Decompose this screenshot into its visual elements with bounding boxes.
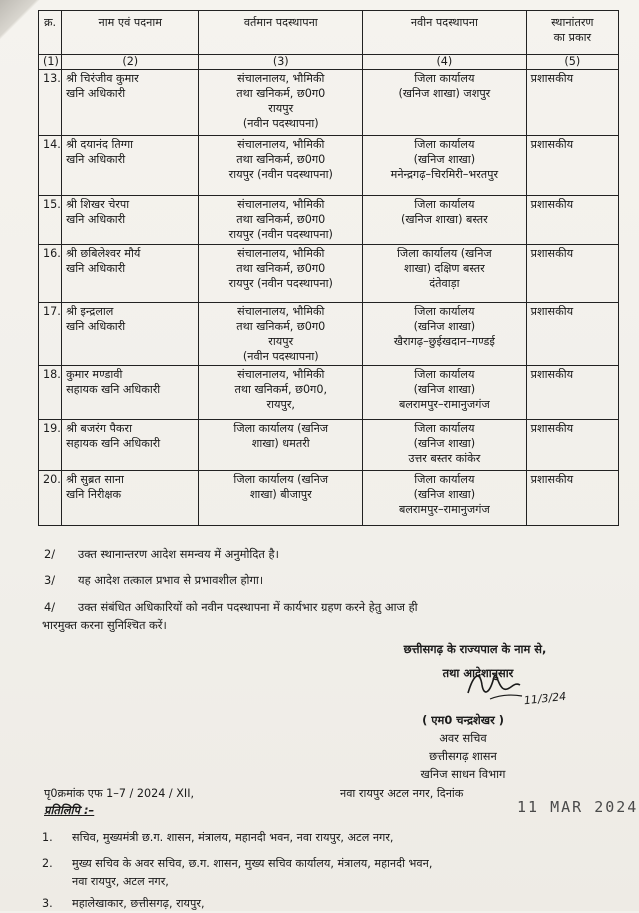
- by-order-line2: तथा आदेशानुसार: [442, 666, 514, 680]
- cell-current-posting-line: रायपुर (नवीन पदस्थापना): [228, 168, 333, 181]
- cell-current-posting-line: तथा खनिकर्म, छ0ग0: [236, 213, 326, 226]
- paragraph-text: उक्त स्थानान्तरण आदेश समन्वय में अनुमोदित है।: [78, 547, 279, 561]
- cell-new-posting-line: बलरामपुर–रामानुजगंज: [398, 398, 490, 411]
- copy-to-number: 2.: [42, 857, 53, 870]
- table-row: [39, 245, 619, 303]
- cell-current-posting: [199, 70, 363, 136]
- cell-current-posting-line: जिला कार्यालय (खनिज: [233, 422, 329, 435]
- cell-serial: 15.: [39, 196, 62, 245]
- column-number-row: [39, 55, 619, 70]
- cell-name-line: खनि अधिकारी: [66, 153, 126, 166]
- cell-current-posting-line: रायपुर (नवीन पदस्थापना): [228, 228, 333, 241]
- date-stamp: 11 MAR 2024: [517, 798, 639, 816]
- cell-current-posting-line: शाखा) बीजापुर: [249, 488, 312, 501]
- cell-name-line: श्री दयानंद तिग्गा: [66, 138, 134, 151]
- copy-to-line: मुख्य सचिव के अवर सचिव, छ.ग. शासन, मुख्य सचिव कार्यालय, मंत्रालय, महानदी भवन,: [72, 857, 433, 870]
- cell-current-posting: [199, 136, 363, 196]
- paragraph-4: [44, 598, 574, 634]
- cell-current-posting-line: संचालनालय, भौमिकी: [237, 247, 325, 260]
- folded-corner: [0, 0, 40, 40]
- cell-new-posting-line: बलरामपुर–रामानुजगंज: [398, 503, 490, 516]
- paragraph-number: 4/: [44, 600, 56, 614]
- cell-new-posting: [363, 366, 527, 420]
- cell-current-posting: [199, 303, 363, 366]
- cell-new-posting: [363, 420, 527, 471]
- cell-name-line: खनि अधिकारी: [66, 87, 126, 100]
- table-row: [39, 303, 619, 366]
- cell-name: [62, 366, 199, 420]
- cell-transfer-type: प्रशासकीय: [526, 196, 618, 245]
- signatory-name: ( एम0 चन्द्रशेखर ): [422, 713, 504, 727]
- table-body: [39, 70, 619, 526]
- cell-name-line: श्री चिरंजीव कुमार: [66, 72, 139, 85]
- column-number: (2): [62, 55, 199, 70]
- cell-current-posting-line: संचालनालय, भौमिकी: [237, 368, 325, 381]
- cell-current-posting-line: रायपुर: [268, 335, 294, 348]
- cell-current-posting-line: (नवीन पदस्थापना): [242, 117, 319, 130]
- copy-to-item: [42, 895, 602, 913]
- cell-name: [62, 196, 199, 245]
- cell-serial: 20.: [39, 471, 62, 526]
- cell-current-posting-line: तथा खनिकर्म, छ0ग0: [236, 320, 326, 333]
- table-header-row: [39, 11, 619, 55]
- cell-name: [62, 303, 199, 366]
- cell-name-line: खनि अधिकारी: [66, 320, 126, 333]
- header-transfer-type: [526, 11, 618, 55]
- cell-new-posting-line: (खनिज शाखा): [413, 488, 476, 501]
- signature-date: 11/3/24: [523, 689, 567, 708]
- cell-new-posting-line: (खनिज शाखा): [413, 320, 476, 333]
- cell-new-posting-line: जिला कार्यालय: [414, 138, 475, 151]
- cell-current-posting-line: तथा खनिकर्म, छ0ग0: [236, 153, 326, 166]
- cell-current-posting-line: तथा खनिकर्म, छ0ग0: [236, 87, 326, 100]
- by-order-line1: छत्तीसगढ़ के राज्यपाल के नाम से,: [403, 642, 547, 656]
- cell-name-line: खनि निरीक्षक: [66, 488, 122, 501]
- cell-name-line: श्री छबिलेश्वर मौर्य: [66, 247, 141, 260]
- cell-current-posting: [199, 420, 363, 471]
- cell-current-posting-line: संचालनालय, भौमिकी: [237, 198, 325, 211]
- cell-current-posting-line: तथा खनिकर्म, छ0ग0: [236, 262, 326, 275]
- cell-serial: 14.: [39, 136, 62, 196]
- cell-new-posting-line: (खनिज शाखा) जशपुर: [398, 87, 491, 100]
- cell-new-posting-line: खैरागढ़–छुईखदान–गण्डई: [393, 335, 495, 348]
- cell-new-posting-line: (खनिज शाखा): [413, 437, 476, 450]
- paragraph-text: उक्त संबंधित अधिकारियों को नवीन पदस्थापना में कार्यभार ग्रहण करने हेतु आज ही: [78, 600, 418, 614]
- header-transfer-type-line1: स्थानांतरण: [551, 16, 594, 29]
- cell-current-posting-line: जिला कार्यालय (खनिज: [233, 473, 329, 486]
- cell-name-line: श्री शिखर चेरपा: [66, 198, 130, 211]
- cell-current-posting: [199, 366, 363, 420]
- reference-place: नवा रायपुर अटल नगर, दिनांक: [340, 787, 464, 800]
- column-number: (4): [363, 55, 527, 70]
- cell-new-posting-line: जिला कार्यालय: [414, 198, 475, 211]
- cell-new-posting-line: जिला कार्यालय: [414, 305, 475, 318]
- cell-name-line: खनि अधिकारी: [66, 262, 126, 275]
- copy-to-text: महालेखाकार, छत्तीसगढ़, रायपुर,: [72, 897, 205, 910]
- paragraph-text-continued: भारमुक्त करना सुनिश्चित करें।: [42, 618, 167, 632]
- cell-current-posting-line: शाखा) धमतरी: [251, 437, 310, 450]
- cell-transfer-type: प्रशासकीय: [526, 303, 618, 366]
- signatory-designation: अवर सचिव: [439, 731, 487, 745]
- cell-current-posting-line: तथा खनिकर्म, छ0ग0,: [234, 383, 328, 396]
- cell-name: [62, 70, 199, 136]
- copy-to-text: [72, 855, 602, 891]
- cell-new-posting: [363, 245, 527, 303]
- paragraph-text: यह आदेश तत्काल प्रभाव से प्रभावशील होगा।: [78, 573, 264, 587]
- cell-new-posting-line: (खनिज शाखा) बस्तर: [401, 213, 488, 226]
- cell-new-posting: [363, 136, 527, 196]
- cell-new-posting-line: शाखा) दक्षिण बस्तर: [404, 262, 485, 275]
- cell-new-posting-line: (खनिज शाखा): [413, 383, 476, 396]
- table-row: [39, 366, 619, 420]
- cell-current-posting-line: (नवीन पदस्थापना): [242, 350, 319, 363]
- cell-new-posting: [363, 70, 527, 136]
- cell-new-posting-line: उत्तर बस्तर कांकेर: [408, 452, 481, 465]
- signatory-department: खनिज साधन विभाग: [420, 767, 506, 781]
- cell-transfer-type: प्रशासकीय: [526, 420, 618, 471]
- column-number: (3): [199, 55, 363, 70]
- copy-to-number: 1.: [42, 831, 53, 844]
- cell-current-posting-line: संचालनालय, भौमिकी: [237, 138, 325, 151]
- cell-name-line: सहायक खनि अधिकारी: [66, 437, 161, 450]
- column-number: (5): [526, 55, 618, 70]
- paragraph-2: [44, 545, 279, 563]
- signatory-government: छत्तीसगढ़ शासन: [429, 749, 497, 763]
- table-row: [39, 420, 619, 471]
- column-number: (1): [39, 55, 62, 70]
- header-serial: क्र.: [39, 11, 62, 55]
- cell-new-posting-line: (खनिज शाखा): [413, 153, 476, 166]
- table-row: [39, 471, 619, 526]
- cell-serial: 19.: [39, 420, 62, 471]
- cell-new-posting-line: दंतेवाड़ा: [429, 277, 460, 290]
- cell-new-posting-line: जिला कार्यालय: [414, 368, 475, 381]
- header-transfer-type-line2: का प्रकार: [553, 31, 592, 44]
- paragraph-number: 3/: [44, 573, 56, 587]
- cell-name-line: श्री इन्द्रलाल: [66, 305, 114, 318]
- header-new-posting: नवीन पदस्थापना: [363, 11, 527, 55]
- cell-new-posting: [363, 471, 527, 526]
- cell-transfer-type: प्रशासकीय: [526, 245, 618, 303]
- cell-new-posting: [363, 196, 527, 245]
- cell-transfer-type: प्रशासकीय: [526, 366, 618, 420]
- cell-current-posting-line: संचालनालय, भौमिकी: [237, 305, 325, 318]
- cell-current-posting-line: रायपुर (नवीन पदस्थापना): [228, 277, 333, 290]
- cell-current-posting: [199, 245, 363, 303]
- cell-name: [62, 471, 199, 526]
- cell-new-posting-line: जिला कार्यालय: [414, 72, 475, 85]
- transfer-table: [38, 10, 619, 526]
- header-current-posting: वर्तमान पदस्थापना: [199, 11, 363, 55]
- table-row: [39, 136, 619, 196]
- table-row: [39, 70, 619, 136]
- copy-to-item: [42, 855, 602, 891]
- cell-current-posting: [199, 471, 363, 526]
- copy-to-line: नवा रायपुर, अटल नगर,: [72, 875, 169, 888]
- cell-serial: 16.: [39, 245, 62, 303]
- copy-to-heading: प्रतिलिपि :–: [44, 803, 95, 817]
- cell-new-posting-line: मनेन्द्रगढ़–चिरमिरी–भरतपुर: [390, 168, 499, 181]
- cell-name: [62, 136, 199, 196]
- cell-transfer-type: प्रशासकीय: [526, 70, 618, 136]
- paragraph-number: 2/: [44, 547, 56, 561]
- cell-serial: 17.: [39, 303, 62, 366]
- copy-to-item: [42, 829, 602, 847]
- cell-name: [62, 245, 199, 303]
- copy-to-text: सचिव, मुख्यमंत्री छ.ग. शासन, मंत्रालय, महानदी भवन, नवा रायपुर, अटल नगर,: [72, 831, 394, 844]
- cell-serial: 13.: [39, 70, 62, 136]
- copy-to-number: 3.: [42, 897, 53, 910]
- cell-name-line: कुमार मण्डावी: [66, 368, 123, 381]
- cell-current-posting-line: रायपुर: [268, 102, 294, 115]
- cell-name: [62, 420, 199, 471]
- reference-number: पृ0क्रमांक एफ 1–7 / 2024 / XII,: [44, 787, 195, 800]
- cell-serial: 18.: [39, 366, 62, 420]
- cell-name-line: सहायक खनि अधिकारी: [66, 383, 161, 396]
- cell-new-posting-line: जिला कार्यालय (खनिज: [397, 247, 492, 260]
- header-name: नाम एवं पदनाम: [62, 11, 199, 55]
- cell-new-posting-line: जिला कार्यालय: [414, 473, 475, 486]
- cell-name-line: श्री बजरंग पैकरा: [66, 422, 132, 435]
- cell-transfer-type: प्रशासकीय: [526, 136, 618, 196]
- cell-current-posting-line: संचालनालय, भौमिकी: [237, 72, 325, 85]
- cell-new-posting: [363, 303, 527, 366]
- cell-name-line: श्री सुब्रत साना: [66, 473, 124, 486]
- cell-new-posting-line: जिला कार्यालय: [414, 422, 475, 435]
- table-row: [39, 196, 619, 245]
- cell-current-posting: [199, 196, 363, 245]
- paragraph-3: [44, 571, 263, 589]
- cell-transfer-type: प्रशासकीय: [526, 471, 618, 526]
- cell-name-line: खनि अधिकारी: [66, 213, 126, 226]
- cell-current-posting-line: रायपुर,: [266, 398, 295, 411]
